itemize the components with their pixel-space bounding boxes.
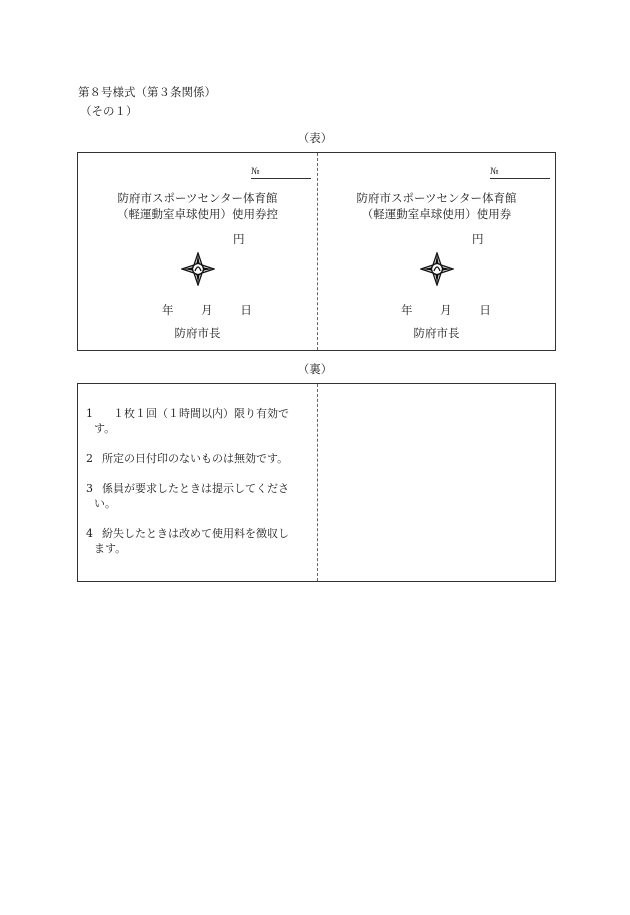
note-text: 係員が要求したときは提示してくださ [102,482,289,495]
ticket-issuer: 防府市長 [174,326,221,340]
form-subtitle: （その１） [80,104,138,118]
date-day-label: 日 [479,303,491,317]
ticket-date-line [162,302,252,318]
date-month-label: 月 [440,303,452,317]
form-title: 第８号様式（第３条関係） [78,85,216,99]
date-month-label: 月 [201,303,213,317]
usage-note [86,481,312,511]
date-day-label: 日 [240,303,252,317]
ticket-facility-name: 防府市スポーツセンター体育館 [356,191,517,205]
back-ticket-sheet [77,383,556,582]
perforation-divider [317,384,318,581]
note-number: 3 [86,482,93,495]
note-number: 4 [86,527,93,540]
note-number: 1 [86,407,93,420]
back-side-label: （裏） [297,362,333,376]
note-text-continued: い。 [94,497,116,510]
note-text: １枚１回（１時間以内）限り有効で [102,407,289,420]
ticket-number-field: № [251,167,311,179]
usage-note [86,526,312,556]
note-number: 2 [86,452,93,465]
city-emblem-icon [420,252,454,286]
usage-note [86,406,312,436]
ticket-usage-type: （軽運動室卓球使用）使用券 [361,207,512,221]
note-text: 所定の日付印のないものは無効です。 [102,452,289,465]
date-year-label: 年 [162,303,174,317]
note-text-continued: ます。 [94,542,127,555]
usage-note [86,451,312,466]
ticket-fee-yen: 円 [472,232,484,246]
ticket-facility-name: 防府市スポーツセンター体育館 [117,191,278,205]
date-year-label: 年 [401,303,413,317]
ticket-stub [78,153,317,350]
ticket-issuer: 防府市長 [413,326,460,340]
note-text-continued: す。 [94,422,116,435]
ticket-usage-type: （軽運動室卓球使用）使用券控 [117,207,278,221]
city-emblem-icon [181,252,215,286]
ticket-main [317,153,556,350]
note-text: 紛失したときは改めて使用料を徴収し [102,527,289,540]
ticket-fee-yen: 円 [233,232,245,246]
front-ticket-sheet [77,152,556,351]
ticket-date-line [401,302,491,318]
ticket-number-field: № [490,167,550,179]
usage-notes [86,406,312,571]
front-side-label: （表） [297,131,333,145]
